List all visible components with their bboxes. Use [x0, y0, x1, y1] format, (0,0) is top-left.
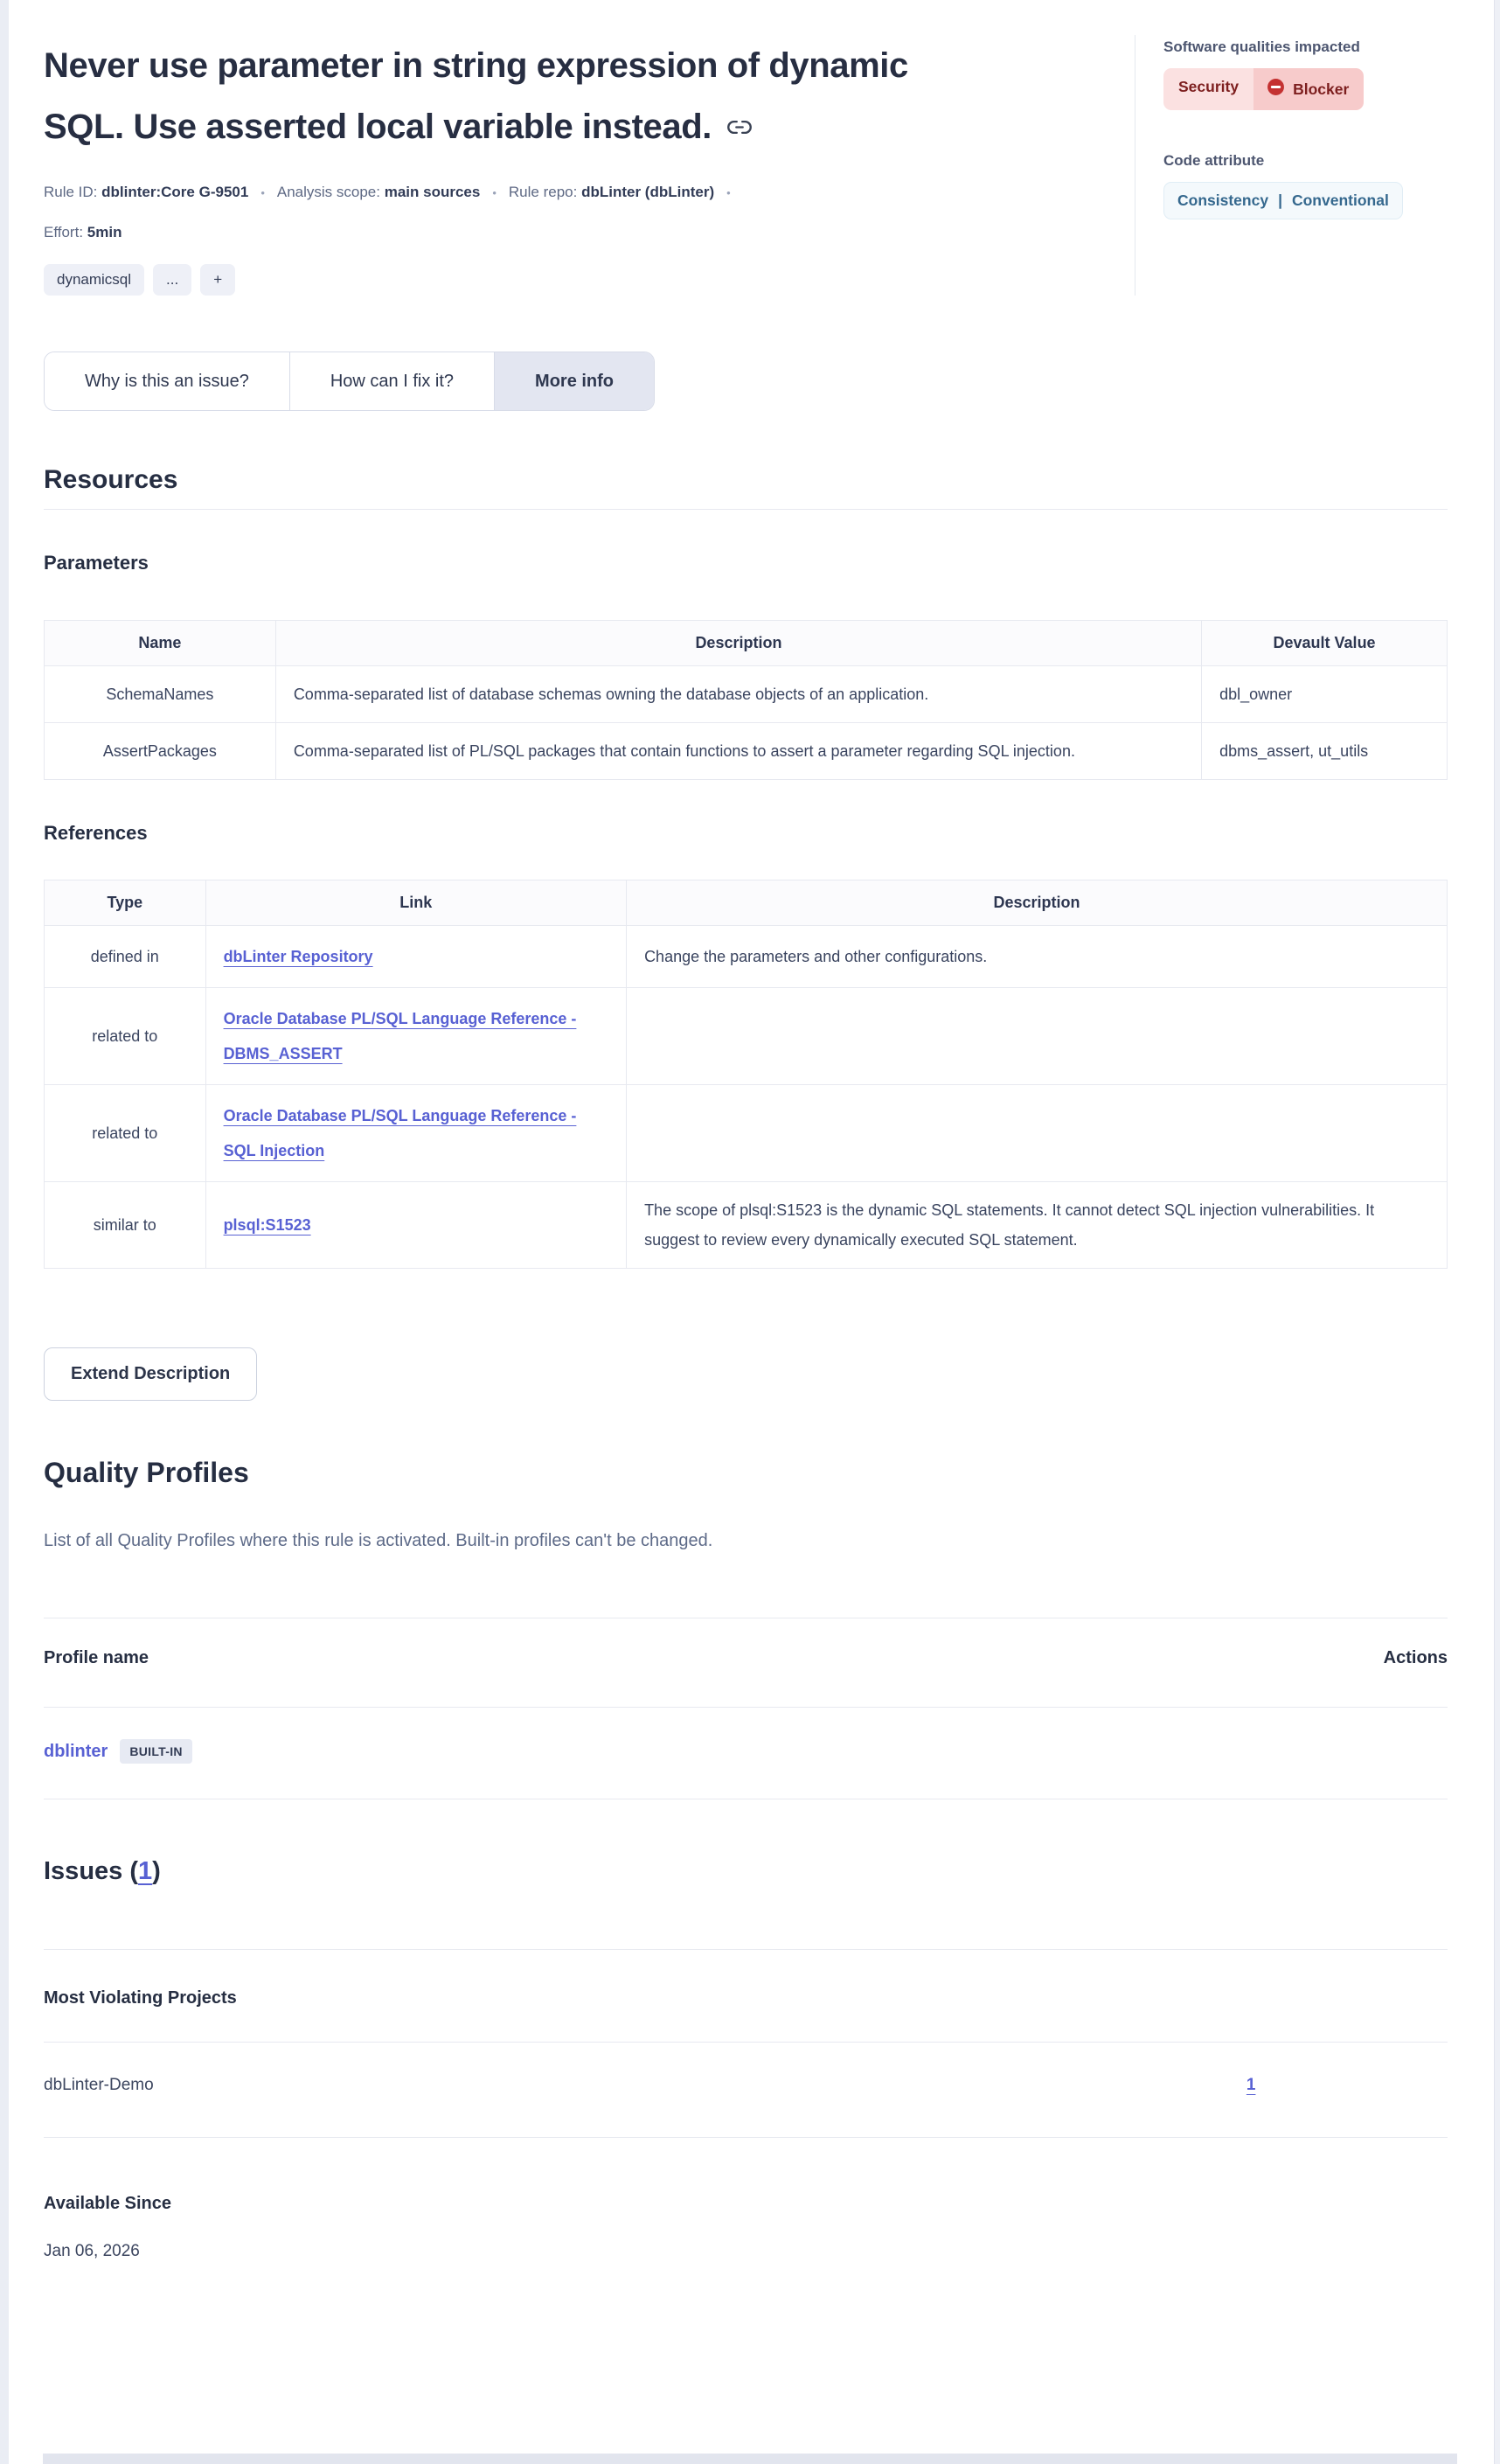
- references-col-link: Link: [205, 880, 627, 926]
- references-header-row: [45, 880, 1448, 926]
- rule-tab[interactable]: More info: [495, 352, 654, 410]
- reference-link-cell: [205, 1182, 627, 1269]
- reference-type: related to: [45, 988, 206, 1085]
- parameters-heading: Parameters: [44, 552, 149, 574]
- analysis-scope: Analysis scope: main sources: [276, 184, 481, 200]
- profiles-col-name: Profile name: [44, 1648, 149, 1667]
- reference-description: [627, 1085, 1448, 1182]
- permalink-button[interactable]: [727, 120, 752, 137]
- profiles-header-row: [44, 1618, 1448, 1708]
- code-attribute-value: Consistency: [1177, 191, 1269, 209]
- rule-meta-row-1: [44, 184, 1093, 201]
- resources-divider: [44, 509, 1448, 510]
- reference-link-cell: [205, 1085, 627, 1182]
- quality-profiles-heading: Quality Profiles: [44, 1457, 249, 1488]
- code-attribute-badge[interactable]: [1163, 182, 1403, 219]
- profiles-col-actions: Actions: [1383, 1648, 1448, 1667]
- available-since-label: Available Since: [44, 2194, 171, 2213]
- parameter-description: Comma-separated list of PL/SQL packages that contain functions to assert a parameter regarding SQL injection.: [275, 723, 1201, 780]
- tag-chip[interactable]: +: [200, 264, 235, 296]
- quality-profiles-subtitle: List of all Quality Profiles where this rule is activated. Built-in profiles can't be changed.: [44, 1531, 713, 1550]
- project-issue-count-cell: [1054, 2076, 1448, 2095]
- references-table: [44, 880, 1448, 1269]
- project-row: [44, 2043, 1448, 2138]
- severity-label: Blocker: [1293, 80, 1350, 98]
- reference-row: [45, 988, 1448, 1085]
- parameters-col-description: Description: [275, 621, 1201, 666]
- quality-label: Security: [1163, 68, 1253, 110]
- project-name: dbLinter-Demo: [44, 2076, 154, 2094]
- parameter-name: SchemaNames: [45, 666, 276, 723]
- tag-chip[interactable]: dynamicsql: [44, 264, 144, 296]
- rule-title-line1: Never use parameter in string expression of dynamic: [44, 46, 908, 85]
- references-col-type: Type: [45, 880, 206, 926]
- parameters-col-default: Devault Value: [1202, 621, 1448, 666]
- available-since-value: Jan 06, 2026: [44, 2242, 140, 2260]
- blocker-icon: [1267, 78, 1285, 101]
- reference-link[interactable]: dbLinter Repository: [223, 948, 373, 965]
- reference-link[interactable]: Oracle Database PL/SQL Language Reference - SQL Injection: [223, 1107, 577, 1159]
- code-attribute-category: Conventional: [1291, 191, 1389, 209]
- references-heading: References: [44, 822, 148, 844]
- reference-row: [45, 1085, 1448, 1182]
- rule-meta-row-2: [44, 224, 1093, 241]
- software-qualities-panel: [1135, 35, 1448, 296]
- reference-link-cell: [205, 926, 627, 988]
- next-section-edge: [43, 2454, 1457, 2464]
- reference-link-cell: [205, 988, 627, 1085]
- most-violating-projects-label: Most Violating Projects: [44, 1950, 1448, 2043]
- tag-list: [44, 264, 1093, 296]
- parameters-header-row: [45, 621, 1448, 666]
- link-icon: [727, 120, 752, 137]
- reference-type: defined in: [45, 926, 206, 988]
- parameter-row: [45, 666, 1448, 723]
- rule-title-line2: SQL. Use asserted local variable instead.: [44, 96, 1093, 157]
- reference-row: [45, 926, 1448, 988]
- rule-tab[interactable]: Why is this an issue?: [45, 352, 290, 410]
- severity-segment: [1253, 68, 1364, 110]
- rule-header: [44, 0, 1448, 296]
- parameter-default-value: dbl_owner: [1202, 666, 1448, 723]
- meta-separator-dot: •: [726, 185, 731, 199]
- meta-separator-dot: •: [492, 185, 497, 199]
- profiles-list: [44, 1708, 1448, 1799]
- rule-tab[interactable]: How can I fix it?: [290, 352, 495, 410]
- parameters-col-name: Name: [45, 621, 276, 666]
- rule-detail-page: [44, 0, 1448, 2261]
- meta-separator-dot: •: [260, 185, 265, 199]
- code-attribute-separator: |: [1278, 191, 1282, 209]
- issues-count-link[interactable]: 1: [138, 1857, 153, 1885]
- code-attribute-label: Code attribute: [1163, 152, 1265, 169]
- resources-heading: Resources: [44, 465, 178, 494]
- project-issue-count-link[interactable]: 1: [1246, 2076, 1256, 2094]
- reference-description: Change the parameters and other configurations.: [627, 926, 1448, 988]
- reference-type: related to: [45, 1085, 206, 1182]
- references-col-description: Description: [627, 880, 1448, 926]
- issues-heading: Issues (1): [44, 1857, 161, 1885]
- parameter-default-value: dbms_assert, ut_utils: [1202, 723, 1448, 780]
- parameters-table: [44, 620, 1448, 780]
- rule-header-main: [44, 35, 1135, 296]
- reference-type: similar to: [45, 1182, 206, 1269]
- effort: Effort: 5min: [44, 224, 122, 240]
- reference-description: The scope of plsql:S1523 is the dynamic SQL statements. It cannot detect SQL injection vulnerabilities. It suggest to review every dynamically executed SQL statement.: [627, 1182, 1448, 1269]
- builtin-badge: BUILT-IN: [120, 1739, 191, 1764]
- tag-chip[interactable]: ...: [153, 264, 191, 296]
- reference-description: [627, 988, 1448, 1085]
- software-qualities-label: Software qualities impacted: [1163, 38, 1360, 55]
- profile-row: [44, 1708, 1448, 1799]
- rule-tabs: [44, 352, 655, 411]
- page-scrollbar[interactable]: [1494, 0, 1500, 2464]
- parameter-description: Comma-separated list of database schemas owning the database objects of an application.: [275, 666, 1201, 723]
- reference-link[interactable]: plsql:S1523: [223, 1216, 311, 1234]
- quality-severity-badge[interactable]: [1163, 68, 1364, 110]
- page-left-gutter: [0, 0, 9, 2464]
- rule-title: [44, 35, 1093, 157]
- extend-description-button[interactable]: Extend Description: [44, 1347, 257, 1401]
- rule-repo: Rule repo: dbLinter (dbLinter): [508, 184, 715, 200]
- reference-link[interactable]: Oracle Database PL/SQL Language Reference - DBMS_ASSERT: [223, 1010, 577, 1062]
- reference-row: [45, 1182, 1448, 1269]
- parameter-name: AssertPackages: [45, 723, 276, 780]
- rule-id: Rule ID: dblinter:Core G-9501: [44, 184, 249, 200]
- violating-projects-list: [44, 2043, 1448, 2138]
- parameter-row: [45, 723, 1448, 780]
- profile-link[interactable]: dblinter: [44, 1741, 108, 1761]
